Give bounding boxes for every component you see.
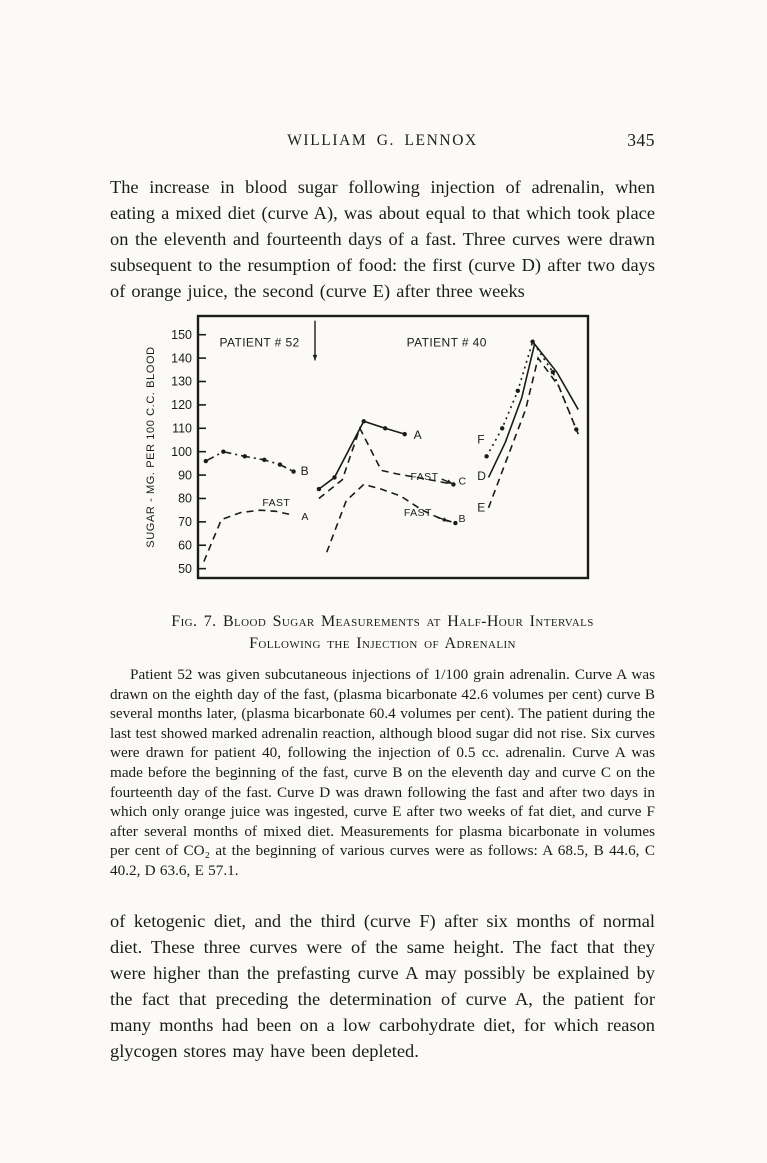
chart-label: PATIENT # 52 [219, 335, 300, 350]
series-patient52-A [204, 510, 292, 561]
chart-label: D [477, 468, 487, 483]
chart-label: B [458, 512, 466, 525]
series-patient40-B [327, 484, 456, 552]
data-point [453, 521, 457, 525]
chart-label: FAST [262, 496, 291, 509]
y-tick-label: 130 [171, 374, 192, 389]
data-point [383, 426, 387, 430]
chart-label: C [458, 475, 467, 488]
chart-label: A [413, 427, 423, 442]
chart-label: FAST [403, 507, 432, 520]
data-point [221, 449, 225, 453]
running-head-author: WILLIAM G. LENNOX [287, 132, 478, 149]
y-tick-label: 60 [178, 538, 192, 553]
figure-caption-body: Patient 52 was given subcutaneous injections of 1/100 grain adrenalin. Curve A was drawn on the eighth day of the fast, (plasma bicarbonate 42.6 volumes per cent) curve B several months later, (plasma bicarbonate 60.4 volumes per cent). The patient during the last test showed marked adrenalin reaction, although blood sugar did not rise. Six curves were drawn for patient 40, following the injection of 0.5 cc. adrenalin. Curve A was made before the beginning of the fast, curve B on the eleventh day and curve C on the fourteenth day of the fast. Curve D was drawn following the fast and after two days in which only orange juice was ingested, curve E after two weeks of fat diet, and curve F after several months of mixed diet. Measurements for plasma bicarbonate in volumes per cent of CO₂ at the beginning of various curves were as follows: A 68.5, B 44.6, C 40.2, D 63.6, E 57.1. [110, 666, 655, 879]
data-point [516, 389, 520, 393]
data-point [484, 454, 488, 458]
y-tick-label: 50 [178, 561, 192, 576]
data-point [500, 426, 504, 430]
injection-arrow-head [313, 355, 317, 361]
data-point [332, 475, 336, 479]
blood-sugar-line-chart [140, 310, 592, 586]
chart-label: A [301, 510, 309, 523]
fast-b-arrow-head [442, 517, 448, 521]
chart-label: B [300, 464, 309, 479]
plot-frame [198, 316, 588, 578]
y-tick-label: 150 [171, 327, 192, 342]
data-point [551, 370, 555, 374]
series-patient40-E [489, 358, 579, 508]
data-point [262, 458, 266, 462]
paragraph-intro: The increase in blood sugar following injection of adrenalin, when eating a mixed diet (curve A), was about equal to that which took place on the eleventh and fourteenth days of a fast. Three curves were drawn subsequent to the resumption of food: the first (curve D) after two days of orange juice, the second (curve E) after three weeks [110, 177, 655, 301]
y-axis-label: SUGAR - MG. PER 100 C.C. BLOOD [145, 346, 157, 548]
y-tick-label: 110 [172, 421, 192, 436]
y-tick-label: 140 [171, 351, 192, 366]
data-point [317, 487, 321, 491]
series-patient40-C [319, 428, 454, 498]
y-tick-label: 70 [178, 515, 192, 530]
data-point [291, 469, 295, 473]
y-tick-label: 90 [178, 468, 192, 483]
chart-label: PATIENT # 40 [406, 335, 487, 350]
data-point [204, 459, 208, 463]
page-number: 345 [627, 130, 655, 150]
y-tick-label: 120 [171, 398, 192, 413]
data-point [243, 454, 247, 458]
chart-label: E [477, 500, 486, 515]
series-patient52-B [206, 452, 294, 472]
running-head [110, 132, 655, 150]
chart-label: F [477, 432, 485, 447]
fast-c-arrow-head [447, 479, 453, 483]
paragraph-continuation: of ketogenic diet, and the third (curve F) after six months of normal diet. These three curves were of the same height. The fact that they were higher than the prefasting curve A may possibly be explained by the fact that preceding the determination of curve A, the patient for many months had been on a low carbohydrate diet, for which reason glycogen stores may have been depleted. [110, 910, 655, 1061]
y-tick-label: 100 [171, 444, 192, 459]
figure-7 [140, 310, 655, 591]
data-point [278, 462, 282, 466]
data-point [403, 432, 407, 436]
series-patient40-D [489, 344, 579, 477]
y-tick-label: 80 [178, 491, 192, 506]
chart-label: FAST [410, 470, 439, 483]
figure-caption-title: Fig. 7. Blood Sugar Measurements at Half-Hour Intervals Following the Injection of Adrenalin [171, 613, 594, 652]
data-point [362, 419, 366, 423]
